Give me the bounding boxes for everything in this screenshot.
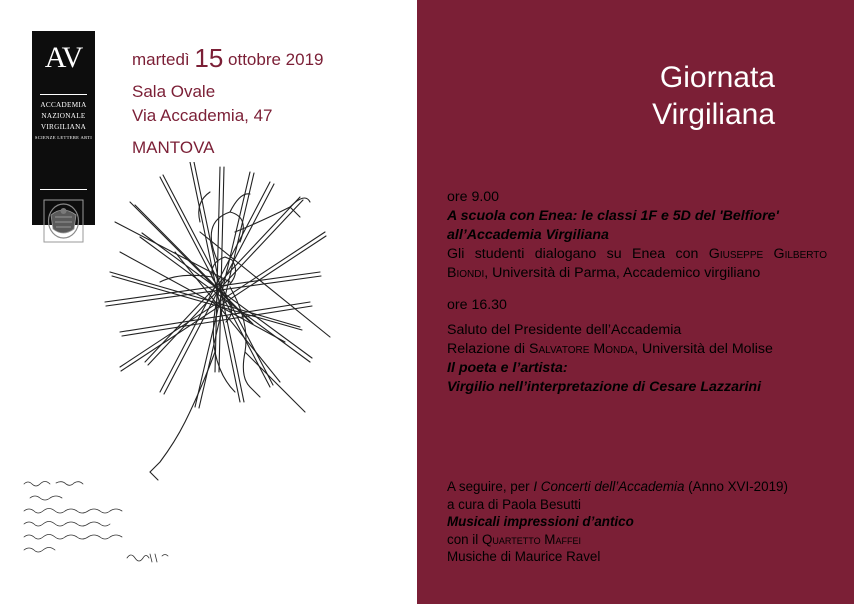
logo-divider	[40, 94, 87, 95]
logo-monogram: AV	[44, 41, 83, 74]
concert-intro-post: (Anno XVI-2019)	[684, 479, 788, 494]
morning-heading-line2: all’Accademia Virgiliana	[447, 227, 609, 243]
morning-desc-pre: Gli studenti dialogano su Enea con	[447, 246, 709, 262]
venue-city: MANTOVA	[132, 138, 215, 157]
concert-title: Musicali impressioni d’antico	[447, 514, 634, 529]
program	[447, 188, 827, 397]
morning-heading	[447, 207, 827, 245]
concert-intro	[447, 478, 827, 496]
logo-divider-lower	[40, 189, 87, 190]
logo-name-line2: NAZIONALE	[41, 112, 86, 120]
title-line2: Virgiliana	[652, 98, 775, 131]
performer-pre: con il	[447, 531, 482, 547]
talk-speaker: Salvatore Monda	[529, 341, 635, 357]
academy-logo	[32, 31, 95, 225]
afternoon-greeting: Saluto del Presidente dell’Accademia	[447, 322, 682, 338]
talk-title-line2: Virgilio nell’interpretazione di Cesare Lazzarini	[447, 379, 762, 395]
event-info	[132, 43, 324, 158]
morning-time: ore 9.00	[447, 189, 500, 205]
event-weekday: martedì	[132, 50, 190, 69]
crest-icon	[43, 199, 84, 243]
event-venue	[132, 80, 324, 128]
event-date	[132, 43, 324, 74]
talk-post: , Università del Molise	[634, 341, 773, 357]
event-month-year: ottobre 2019	[228, 50, 324, 69]
afternoon-time: ore 16.30	[447, 297, 507, 313]
talk-pre: Relazione di	[447, 341, 530, 357]
morning-speaker: Giuseppe Gilberto Biondi	[447, 246, 827, 281]
concert-info	[447, 478, 827, 566]
morning-desc-post: , Università di Parma, Accademico virgiliano	[484, 265, 761, 281]
concert-series: I Concerti dell’Accademia	[533, 479, 685, 494]
venue-name: Sala Ovale	[132, 82, 216, 101]
event-title	[417, 59, 775, 133]
concert-performer	[447, 531, 827, 549]
logo-name-line1: ACCADEMIA	[40, 101, 87, 109]
artwork-drawing	[100, 162, 335, 487]
performer-name: Quartetto Maffei	[481, 531, 581, 547]
afternoon-talk	[447, 340, 827, 359]
artist-handwriting	[22, 478, 172, 573]
event-day: 15	[194, 43, 224, 73]
logo-name-line3: VIRGILIANA	[40, 123, 87, 131]
talk-title-line1: Il poeta e l’artista:	[447, 360, 568, 376]
morning-heading-line1: A scuola con Enea: le classi 1F e 5D del 'Belfiore'	[447, 208, 779, 224]
title-line1: Giornata	[659, 61, 775, 94]
logo-subtitle: SCIENZE LETTERE ARTI	[34, 135, 93, 140]
venue-address: Via Accademia, 47	[132, 106, 273, 125]
concert-music: Musiche di Maurice Ravel	[447, 549, 601, 564]
left-panel	[0, 0, 417, 604]
concert-curator: a cura di Paola Besutti	[447, 496, 581, 512]
concert-intro-pre: A seguire, per	[447, 479, 534, 494]
morning-description	[447, 245, 827, 283]
logo-name	[32, 100, 95, 133]
talk-title	[447, 359, 827, 397]
